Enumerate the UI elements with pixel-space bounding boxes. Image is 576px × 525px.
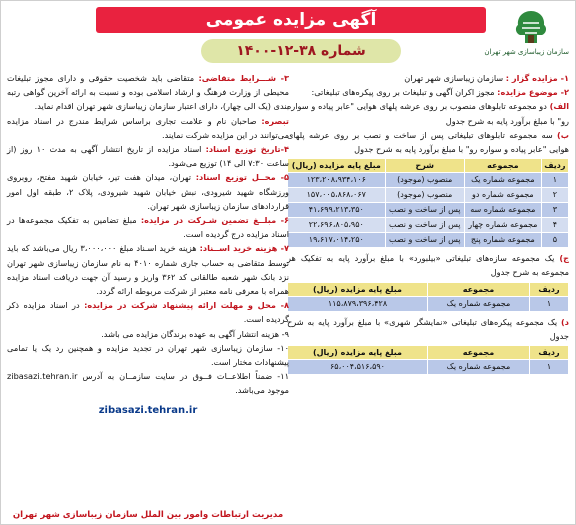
table-row [288,360,569,375]
section-2-label: ۲- موضوع مزایده: [497,87,569,98]
footer-signature: مدیریت ارتباطات وامور بین الملل سازمان زیباسازی شهر تهران [12,510,284,520]
item-dal-text: یک مجموعه پیکره‌های تبلیغاتی «نمایشگر شهری» با مبلغ برآورد پایه به شرح جدول [287,316,569,341]
left-column [7,71,289,418]
table-cell: ۳ [541,203,568,218]
header [1,3,576,67]
table-row [288,203,569,218]
table-cell: ۱ [529,296,568,311]
section-3 [7,71,289,114]
table-row [288,173,569,188]
item-be [287,128,569,156]
table-row [288,218,569,233]
table-cell: ۱۵۷،۰۰۵،۸۶۸،۰۶۷ [288,188,386,203]
section-8-label: ۸- محل و مهلت ارائه پیشنهاد شرکت در مزایده: [84,300,289,311]
table-billboard [287,282,569,312]
table-city-display [287,345,569,375]
table-cell: ۱۱۵،۸۷۹،۳۹۶،۴۲۸ [288,296,428,311]
table-header: ردیف [529,346,568,360]
section-1-label: ۱- مزایده گزار : [505,73,569,83]
item-jim-label: ج) [559,253,569,264]
table-cell: مجموعه شماره چهار [464,218,541,233]
section-2-text: مجوز اکران آگهی و تبلیغات بر روی پیکره‌های تبلیغاتی: [311,87,495,98]
table-cell: ۴۱،۶۹۹،۲۱۳،۳۵۰ [288,203,386,218]
item-be-text: سه مجموعه تابلوهای تبلیغاتی پس از ساخت و نصب بر روی عرشه پلهای هوایی "عابر پیاده و سواره رو" با مبلغ برآورد پایه به شرح جدول [287,129,569,155]
table-cell: مجموعه شماره یک [427,360,529,375]
table-cell: پس از ساخت و نصب [385,218,464,233]
table-cell: ۱۲۳،۲۰۸،۹۳۴،۱۰۶ [288,173,386,188]
section-5 [7,170,289,213]
table-cell: ۲ [541,188,568,203]
item-dal [287,315,569,343]
section-7-text: هزینه خرید اسـناد مبلغ ۳،۰۰۰،۰۰۰ ریال می‌باشد که باید توسط متقاضی به حساب جاری شماره ۴۰۱۰ به نام سازمان زیباسازی شهر تهران نزد بانک شهر شعبه طالقانی کد ۳۶۲ واریز و رسید آن جهت دریافت اسناد مزایده همراه با معرفی نامه معتبر از شرکت مربوطه ارائه گردد. [7,243,289,297]
section-1-text: سازمان زیباسازی شهر تهران [404,73,504,83]
table-cell: ۶۵،۰۰۴،۵۱۶،۵۹۰ [288,360,428,375]
table-row [288,188,569,203]
table-cell: پس از ساخت و نصب [385,203,464,218]
section-note [7,114,289,142]
table-billboards-bridges [287,158,569,248]
table-header: مجموعه [464,159,541,173]
table-row [288,296,569,311]
organization-logo [484,7,569,65]
item-alef-label: الف) [549,101,570,112]
table-row [288,233,569,248]
tree-logo-icon [509,7,553,47]
table-cell: منصوب (موجود) [385,188,464,203]
section-8 [7,298,289,326]
section-6-label: ۶- مبلــغ تضمین شـرکت در مزایده: [140,215,289,226]
notice-title: آگهی مزایده عمومی [96,7,486,33]
section-7-label: ۷- هزینه خرید اســناد: [199,243,289,254]
table-header: ردیف [529,282,568,296]
item-be-label: ب) [557,129,569,140]
section-8-text: در اسناد مزایده ذکر گردیده است. [7,300,289,325]
note-label: تبصره: [261,115,289,126]
table-cell: ۱ [529,360,568,375]
table-cell: ۱ [541,173,568,188]
item-alef-text: دو مجموعه تابلوهای منصوب بر روی عرشه پلهای هوایی "عابر پیاده و سواره رو" با مبلغ برآورد پایه به شرح جدول [287,101,569,126]
table-cell: مجموعه شماره یک [427,296,529,311]
section-1 [287,71,569,85]
section-3-text: متقاضی باید شخصیت حقوقی و دارای مجوز تبلیغات محیطی از وزارت فرهنگ و ارشاد اسلامی بوده و نسبت به ارائه آخرین گواهی رتبه بندی (یک الی چهار)، دارای اعتبار سازمان زیباسازی شهر تهران اقدام نماید. [7,73,289,112]
table-cell: مجموعه شماره یک [464,173,541,188]
section-2 [287,85,569,99]
logo-caption: سازمان زیباسازی شهر تهران [484,48,569,56]
section-9: ۹- هزینه انتشار آگهی به عهده برندگان مزایده می باشد. [101,328,289,339]
notice-number: شماره ۳۸-۱۲-۱۴۰۰ [201,39,401,63]
table-cell: پس از ساخت و نصب [385,233,464,248]
item-jim-text: یک مجموعه سازه‌های تبلیغاتی «بیلبورد» با مبلغ برآورد پایه به تفکیک هر مجموعه به شرح جدول [287,253,569,278]
table-header: مبلغ پایه مزایده (ریال) [288,159,386,173]
table-cell: ۵ [541,233,568,248]
table-header: ردیف [541,159,568,173]
table-header: مبلغ پایه مزایده (ریال) [288,346,428,360]
section-11: ۱۱- ضمناً اطلاعــات فــوق در سایت سازمــان به آدرس zibasazi.tehran.ir موجود می‌باشد. [7,371,289,396]
table-header: مجموعه [427,282,529,296]
item-jim [287,251,569,279]
section-5-label: ۵- محــل توزیع اسناد: [195,172,290,183]
section-4-label: ۴-تاریخ توزیع اسناد: [205,144,289,155]
table-cell: مجموعه شماره دو [464,188,541,203]
table-cell: ۲۲،۶۹۶،۸۰۵،۹۵۰ [288,218,386,233]
table-header: شرح [385,159,464,173]
section-7 [7,241,289,298]
section-3-label: ۳- شـــرایط متقاضی: [198,73,289,83]
table-cell: ۴ [541,218,568,233]
section-6-text: مبلغ تضامین به تفکیک مجموعه‌ها در اسناد مزایده درج گردیده است. [7,215,289,240]
section-5-text: تهران، میدان هفت تیر، خیابان شهید مفتح، روبروی ورزشگاه شهید شیرودی، نبش خیابان شهید شیرودی، پلاک ۲، طبقه اول امور قراردادهای سازمان زیباسازی شهر تهران. [7,172,289,211]
section-4-text: اسناد مزایده از تاریخ انتشار آگهی به مدت ۱۰ روز (از ساعت ۷:۳۰ الی ۱۴) توزیع می‌شود. [7,144,289,169]
table-header: مبلغ پایه مزایده (ریال) [288,282,428,296]
section-6 [7,213,289,241]
table-cell: مجموعه شماره پنج [464,233,541,248]
section-4 [7,142,289,170]
section-10: ۱۰- سازمان زیباسازی شهر تهران در تجدید مزایده و همچنین رد یک یا تمامی پیشنهادات مختار است. [7,342,289,368]
item-alef [287,99,569,127]
item-dal-label: د) [561,316,569,327]
note-text: صاحبان نام و علامت تجاری براساس شرایط مندرج در اسناد مزایده می‌توانند در این مزایده شرکت نمایند. [7,115,289,140]
table-cell: ۱۹،۶۱۷،۰۱۴،۲۵۰ [288,233,386,248]
table-header: مجموعه [427,346,529,360]
right-column [287,71,569,378]
website-link[interactable]: zibasazi.tehran.ir [98,404,198,416]
table-cell: منصوب (موجود) [385,173,464,188]
table-cell: مجموعه شماره سه [464,203,541,218]
